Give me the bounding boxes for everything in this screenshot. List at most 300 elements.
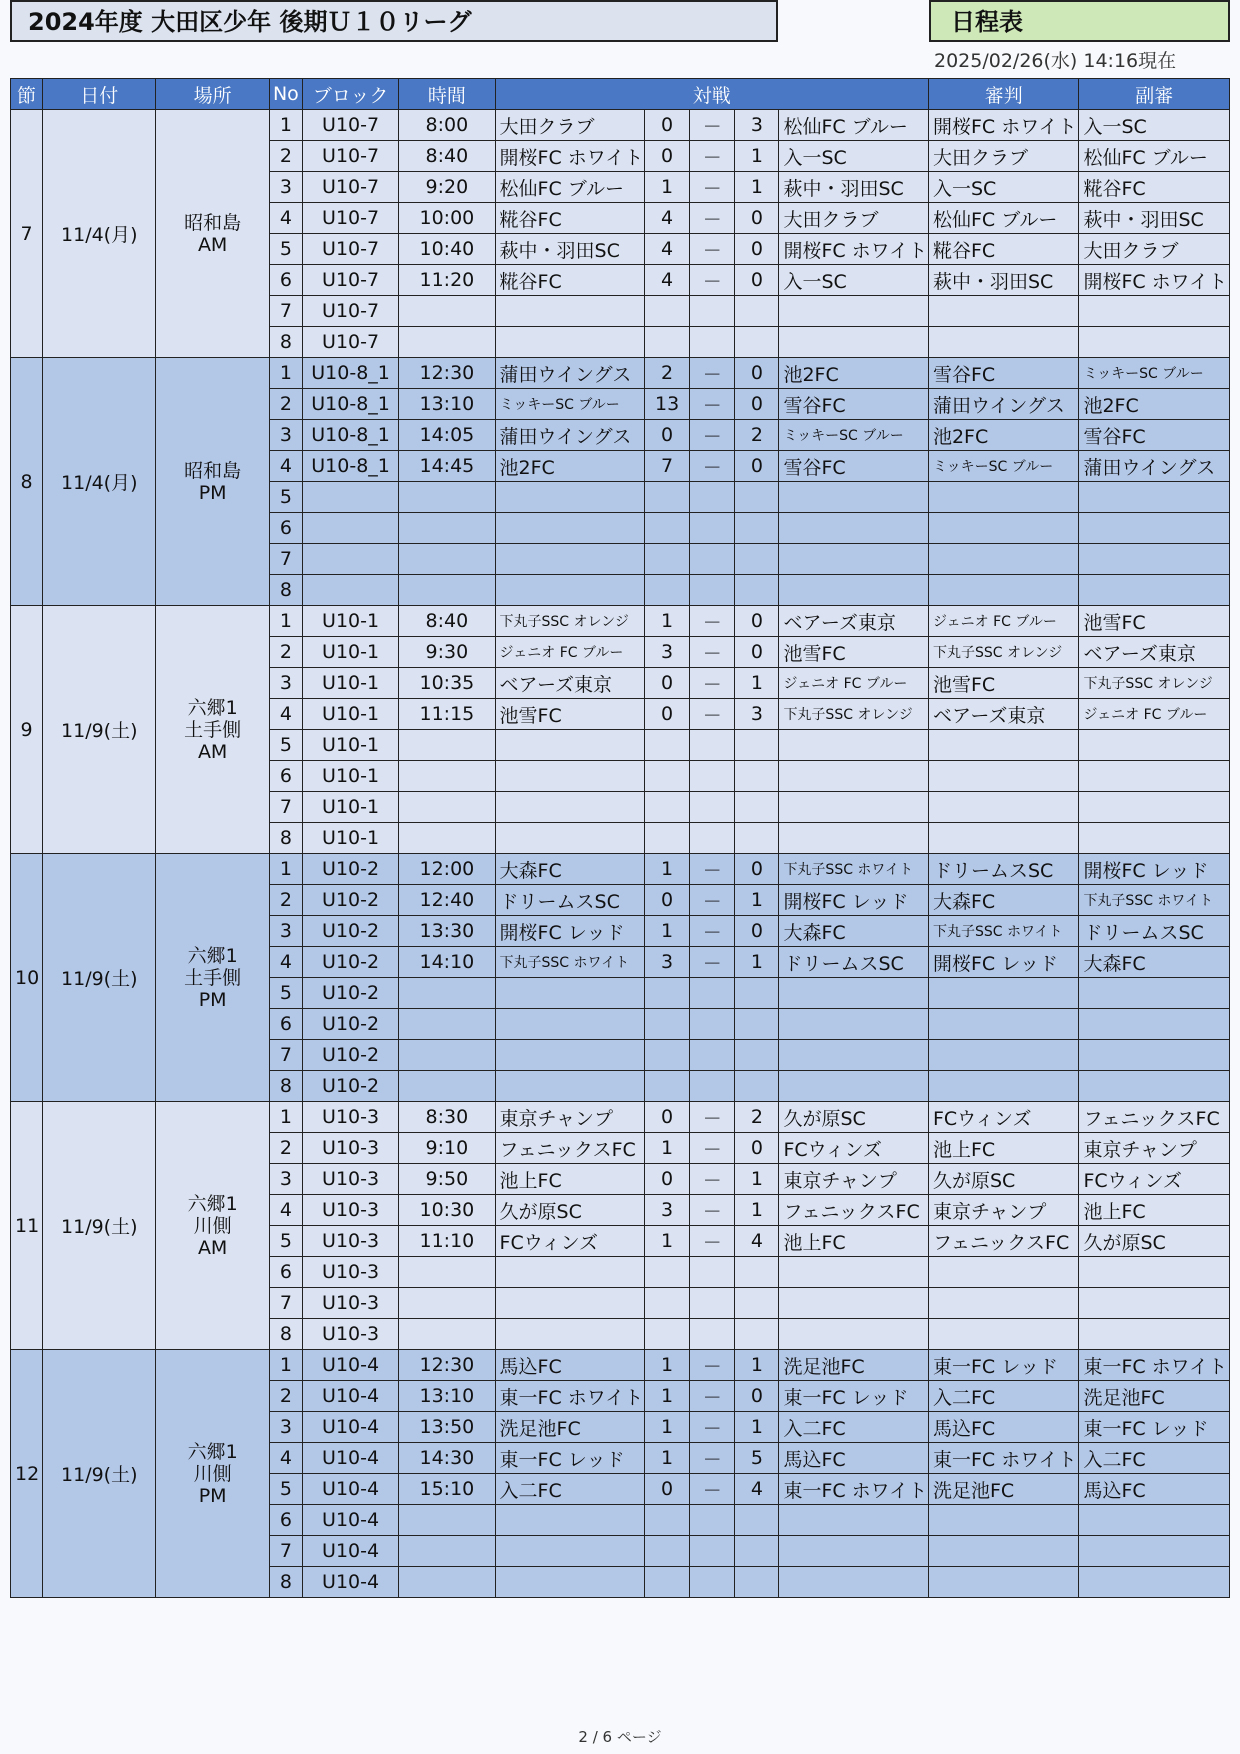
table-row (11, 1350, 1230, 1381)
away-score-cell: 0 (735, 265, 779, 296)
away-team-cell: 久が原SC (779, 1102, 929, 1133)
block-cell (302, 575, 398, 606)
home-score-cell: 1 (645, 1350, 690, 1381)
score-separator-cell (690, 823, 735, 854)
time-cell: 14:10 (399, 947, 495, 978)
block-cell: U10-2 (302, 916, 398, 947)
away-score-cell: 0 (735, 234, 779, 265)
assistant-referee-cell (1079, 544, 1230, 575)
score-separator-cell (690, 1257, 735, 1288)
score-separator-cell (690, 1040, 735, 1071)
match-no-cell: 3 (269, 668, 302, 699)
assistant-referee-cell (1079, 1257, 1230, 1288)
match-no-cell: 3 (269, 420, 302, 451)
score-separator-cell: － (690, 234, 735, 265)
score-separator-cell: － (690, 637, 735, 668)
score-separator-cell: － (690, 1226, 735, 1257)
assistant-referee-cell: 雪谷FC (1079, 420, 1230, 451)
col-header-round: 節 (11, 79, 43, 110)
assistant-referee-cell: 開桜FC ホワイト (1079, 265, 1230, 296)
referee-cell: 池2FC (928, 420, 1078, 451)
assistant-referee-cell: 東京チャンプ (1079, 1133, 1230, 1164)
score-separator-cell: － (690, 203, 735, 234)
assistant-referee-cell (1079, 575, 1230, 606)
away-team-cell: 入一SC (779, 141, 929, 172)
home-score-cell: 0 (645, 420, 690, 451)
home-score-cell (645, 1257, 690, 1288)
referee-cell (928, 1505, 1078, 1536)
home-team-cell: 池雪FC (495, 699, 644, 730)
referee-cell: ミッキーSC ブルー (928, 451, 1078, 482)
home-score-cell: 0 (645, 110, 690, 141)
home-team-cell: 入二FC (495, 1474, 644, 1505)
venue-line: AM (197, 740, 228, 763)
match-no-cell: 1 (269, 358, 302, 389)
block-cell: U10-8_1 (302, 420, 398, 451)
time-cell: 14:30 (399, 1443, 495, 1474)
away-team-cell (779, 1288, 929, 1319)
score-separator-cell: － (690, 389, 735, 420)
block-cell (302, 482, 398, 513)
score-separator-cell: － (690, 141, 735, 172)
block-cell: U10-4 (302, 1505, 398, 1536)
home-team-cell: FCウィンズ (495, 1226, 644, 1257)
away-team-cell (779, 730, 929, 761)
block-cell: U10-2 (302, 1040, 398, 1071)
home-team-cell (495, 1040, 644, 1071)
away-team-cell (779, 792, 929, 823)
home-team-cell: 馬込FC (495, 1350, 644, 1381)
block-cell: U10-7 (302, 203, 398, 234)
round-cell: 10 (11, 854, 43, 1102)
venue-line: 川側 (193, 1462, 232, 1485)
match-no-cell: 2 (269, 1381, 302, 1412)
assistant-referee-cell (1079, 296, 1230, 327)
score-separator-cell: － (690, 451, 735, 482)
block-cell: U10-8_1 (302, 389, 398, 420)
away-team-cell (779, 1071, 929, 1102)
home-team-cell: 糀谷FC (495, 265, 644, 296)
match-no-cell: 4 (269, 947, 302, 978)
home-team-cell: ミッキーSC ブルー (495, 389, 644, 420)
time-cell: 8:00 (399, 110, 495, 141)
away-team-cell: 東一FC レッド (779, 1381, 929, 1412)
home-score-cell: 3 (645, 637, 690, 668)
assistant-referee-cell (1079, 1319, 1230, 1350)
home-score-cell: 1 (645, 1443, 690, 1474)
home-team-cell (495, 823, 644, 854)
score-separator-cell (690, 296, 735, 327)
referee-cell: 池雪FC (928, 668, 1078, 699)
time-cell (399, 978, 495, 1009)
match-no-cell: 5 (269, 730, 302, 761)
away-score-cell (735, 296, 779, 327)
score-separator-cell (690, 761, 735, 792)
time-cell: 10:00 (399, 203, 495, 234)
away-score-cell (735, 823, 779, 854)
assistant-referee-cell (1079, 978, 1230, 1009)
score-separator-cell (690, 1567, 735, 1598)
time-cell: 11:20 (399, 265, 495, 296)
referee-cell: 洗足池FC (928, 1474, 1078, 1505)
home-team-cell: 開桜FC レッド (495, 916, 644, 947)
away-score-cell (735, 575, 779, 606)
referee-cell (928, 761, 1078, 792)
match-no-cell: 4 (269, 451, 302, 482)
match-no-cell: 4 (269, 699, 302, 730)
assistant-referee-cell: 入一SC (1079, 110, 1230, 141)
away-team-cell: 洗足池FC (779, 1350, 929, 1381)
away-team-cell: 下丸子SSC オレンジ (779, 699, 929, 730)
home-team-cell: 糀谷FC (495, 203, 644, 234)
match-no-cell: 5 (269, 1474, 302, 1505)
away-team-cell (779, 544, 929, 575)
home-score-cell: 1 (645, 1412, 690, 1443)
match-no-cell: 2 (269, 1133, 302, 1164)
home-team-cell: 蒲田ウイングス (495, 358, 644, 389)
home-team-cell (495, 296, 644, 327)
assistant-referee-cell: ドリームスSC (1079, 916, 1230, 947)
time-cell (399, 1505, 495, 1536)
time-cell (399, 575, 495, 606)
referee-cell (928, 482, 1078, 513)
home-team-cell: 下丸子SSC オレンジ (495, 606, 644, 637)
referee-cell (928, 730, 1078, 761)
away-score-cell: 1 (735, 1412, 779, 1443)
home-score-cell (645, 1567, 690, 1598)
away-score-cell (735, 327, 779, 358)
venue-line: 土手側 (184, 966, 242, 989)
away-score-cell (735, 1288, 779, 1319)
home-score-cell (645, 761, 690, 792)
away-score-cell: 0 (735, 637, 779, 668)
block-cell: U10-8_1 (302, 451, 398, 482)
referee-cell (928, 792, 1078, 823)
home-team-cell (495, 792, 644, 823)
referee-cell (928, 1071, 1078, 1102)
score-separator-cell: － (690, 1443, 735, 1474)
home-team-cell: 下丸子SSC ホワイト (495, 947, 644, 978)
assistant-referee-cell: ミッキーSC ブルー (1079, 358, 1230, 389)
referee-cell (928, 978, 1078, 1009)
referee-cell: 糀谷FC (928, 234, 1078, 265)
time-cell: 9:10 (399, 1133, 495, 1164)
score-separator-cell (690, 1319, 735, 1350)
match-no-cell: 8 (269, 1071, 302, 1102)
match-no-cell: 6 (269, 1505, 302, 1536)
assistant-referee-cell (1079, 1009, 1230, 1040)
home-score-cell: 0 (645, 1102, 690, 1133)
time-cell: 8:30 (399, 1102, 495, 1133)
assistant-referee-cell (1079, 761, 1230, 792)
time-cell: 11:10 (399, 1226, 495, 1257)
away-team-cell: 下丸子SSC ホワイト (779, 854, 929, 885)
block-cell: U10-1 (302, 792, 398, 823)
away-team-cell (779, 1567, 929, 1598)
away-score-cell (735, 1040, 779, 1071)
time-cell: 9:50 (399, 1164, 495, 1195)
away-team-cell (779, 482, 929, 513)
table-row (11, 854, 1230, 885)
home-score-cell (645, 575, 690, 606)
home-team-cell (495, 730, 644, 761)
match-no-cell: 6 (269, 265, 302, 296)
home-score-cell (645, 730, 690, 761)
referee-cell (928, 1257, 1078, 1288)
time-cell (399, 792, 495, 823)
col-header-assistant: 副審 (1079, 79, 1230, 110)
away-score-cell: 0 (735, 389, 779, 420)
venue-cell (156, 358, 269, 606)
home-team-cell: 蒲田ウイングス (495, 420, 644, 451)
home-score-cell: 0 (645, 1474, 690, 1505)
away-team-cell: 開桜FC レッド (779, 885, 929, 916)
date-cell: 11/9(土) (43, 606, 156, 854)
venue-cell (156, 110, 269, 358)
time-cell (399, 1257, 495, 1288)
score-separator-cell (690, 1288, 735, 1319)
away-team-cell (779, 1505, 929, 1536)
block-cell: U10-3 (302, 1319, 398, 1350)
block-cell: U10-2 (302, 885, 398, 916)
away-team-cell: 池2FC (779, 358, 929, 389)
away-team-cell: 大田クラブ (779, 203, 929, 234)
time-cell (399, 823, 495, 854)
away-team-cell: ベアーズ東京 (779, 606, 929, 637)
assistant-referee-cell: 大田クラブ (1079, 234, 1230, 265)
match-no-cell: 6 (269, 761, 302, 792)
score-separator-cell (690, 575, 735, 606)
score-separator-cell (690, 730, 735, 761)
block-cell: U10-8_1 (302, 358, 398, 389)
referee-cell (928, 544, 1078, 575)
time-cell (399, 1040, 495, 1071)
home-team-cell: ベアーズ東京 (495, 668, 644, 699)
away-team-cell: 開桜FC ホワイト (779, 234, 929, 265)
match-no-cell: 2 (269, 141, 302, 172)
away-score-cell (735, 482, 779, 513)
home-score-cell: 2 (645, 358, 690, 389)
away-team-cell: 萩中・羽田SC (779, 172, 929, 203)
score-separator-cell: － (690, 1195, 735, 1226)
time-cell: 13:10 (399, 389, 495, 420)
home-score-cell: 1 (645, 916, 690, 947)
col-header-block: ブロック (302, 79, 398, 110)
match-no-cell: 3 (269, 172, 302, 203)
match-no-cell: 7 (269, 1536, 302, 1567)
time-cell: 14:45 (399, 451, 495, 482)
away-score-cell: 4 (735, 1474, 779, 1505)
score-separator-cell: － (690, 358, 735, 389)
match-no-cell: 5 (269, 978, 302, 1009)
away-team-cell (779, 823, 929, 854)
assistant-referee-cell (1079, 513, 1230, 544)
block-cell: U10-4 (302, 1350, 398, 1381)
referee-cell (928, 1567, 1078, 1598)
time-cell (399, 513, 495, 544)
away-team-cell (779, 296, 929, 327)
table-row (11, 606, 1230, 637)
away-team-cell: 池上FC (779, 1226, 929, 1257)
block-cell: U10-4 (302, 1412, 398, 1443)
col-header-venue: 場所 (156, 79, 269, 110)
home-score-cell: 1 (645, 854, 690, 885)
away-team-cell (779, 575, 929, 606)
assistant-referee-cell: 糀谷FC (1079, 172, 1230, 203)
home-team-cell (495, 575, 644, 606)
home-score-cell (645, 1040, 690, 1071)
score-separator-cell: － (690, 916, 735, 947)
score-separator-cell (690, 482, 735, 513)
time-cell: 13:50 (399, 1412, 495, 1443)
block-cell: U10-1 (302, 637, 398, 668)
match-no-cell: 1 (269, 1102, 302, 1133)
home-score-cell (645, 482, 690, 513)
time-cell: 13:30 (399, 916, 495, 947)
home-team-cell (495, 1071, 644, 1102)
match-no-cell: 2 (269, 389, 302, 420)
home-score-cell: 13 (645, 389, 690, 420)
time-cell (399, 730, 495, 761)
match-no-cell: 5 (269, 482, 302, 513)
score-separator-cell: － (690, 668, 735, 699)
match-no-cell: 5 (269, 1226, 302, 1257)
venue-line: PM (198, 1484, 227, 1507)
away-score-cell: 1 (735, 141, 779, 172)
home-team-cell: 洗足池FC (495, 1412, 644, 1443)
score-separator-cell: － (690, 420, 735, 451)
away-team-cell: ミッキーSC ブルー (779, 420, 929, 451)
block-cell: U10-7 (302, 265, 398, 296)
block-cell: U10-2 (302, 947, 398, 978)
round-cell: 9 (11, 606, 43, 854)
match-no-cell: 7 (269, 1288, 302, 1319)
home-score-cell: 0 (645, 699, 690, 730)
home-team-cell (495, 482, 644, 513)
score-separator-cell: － (690, 1102, 735, 1133)
home-team-cell (495, 327, 644, 358)
time-cell: 9:30 (399, 637, 495, 668)
away-score-cell: 1 (735, 1164, 779, 1195)
block-cell: U10-2 (302, 854, 398, 885)
home-team-cell: 萩中・羽田SC (495, 234, 644, 265)
venue-cell (156, 1102, 269, 1350)
block-cell: U10-1 (302, 668, 398, 699)
block-cell: U10-1 (302, 606, 398, 637)
match-no-cell: 4 (269, 1443, 302, 1474)
away-team-cell (779, 1319, 929, 1350)
match-no-cell: 6 (269, 1009, 302, 1040)
home-team-cell (495, 1567, 644, 1598)
referee-cell: ベアーズ東京 (928, 699, 1078, 730)
home-score-cell (645, 1071, 690, 1102)
home-score-cell: 4 (645, 234, 690, 265)
home-score-cell (645, 1505, 690, 1536)
away-score-cell: 4 (735, 1226, 779, 1257)
home-score-cell: 0 (645, 1164, 690, 1195)
venue-line: 六郷1 (187, 1192, 238, 1215)
referee-cell: ジェニオ FC ブルー (928, 606, 1078, 637)
block-cell: U10-1 (302, 730, 398, 761)
table-row (11, 110, 1230, 141)
time-cell (399, 296, 495, 327)
block-cell: U10-4 (302, 1381, 398, 1412)
time-cell: 15:10 (399, 1474, 495, 1505)
away-score-cell: 2 (735, 420, 779, 451)
venue-line: 川側 (193, 1214, 232, 1237)
round-cell: 11 (11, 1102, 43, 1350)
score-separator-cell (690, 1536, 735, 1567)
away-score-cell: 0 (735, 606, 779, 637)
match-no-cell: 3 (269, 1164, 302, 1195)
match-no-cell: 2 (269, 885, 302, 916)
block-cell: U10-7 (302, 327, 398, 358)
referee-cell: 萩中・羽田SC (928, 265, 1078, 296)
block-cell: U10-4 (302, 1536, 398, 1567)
referee-cell: 東一FC レッド (928, 1350, 1078, 1381)
block-cell: U10-2 (302, 1009, 398, 1040)
home-score-cell: 1 (645, 1133, 690, 1164)
home-team-cell: ドリームスSC (495, 885, 644, 916)
home-score-cell: 1 (645, 606, 690, 637)
match-no-cell: 2 (269, 637, 302, 668)
assistant-referee-cell: 池雪FC (1079, 606, 1230, 637)
referee-cell (928, 575, 1078, 606)
home-team-cell: ジェニオ FC ブルー (495, 637, 644, 668)
home-team-cell: 松仙FC ブルー (495, 172, 644, 203)
home-score-cell (645, 327, 690, 358)
block-cell: U10-4 (302, 1443, 398, 1474)
away-score-cell (735, 1009, 779, 1040)
score-separator-cell (690, 1071, 735, 1102)
home-team-cell (495, 1009, 644, 1040)
away-score-cell (735, 1536, 779, 1567)
away-team-cell (779, 761, 929, 792)
time-cell: 8:40 (399, 606, 495, 637)
table-row (11, 1102, 1230, 1133)
score-separator-cell: － (690, 265, 735, 296)
assistant-referee-cell: 入二FC (1079, 1443, 1230, 1474)
home-team-cell (495, 1536, 644, 1567)
away-score-cell: 1 (735, 1350, 779, 1381)
time-cell: 8:40 (399, 141, 495, 172)
time-cell (399, 1071, 495, 1102)
col-header-date: 日付 (43, 79, 156, 110)
schedule-body (11, 110, 1230, 1598)
assistant-referee-cell (1079, 823, 1230, 854)
referee-cell (928, 1319, 1078, 1350)
home-team-cell (495, 761, 644, 792)
venue-line: PM (198, 481, 227, 504)
assistant-referee-cell: 馬込FC (1079, 1474, 1230, 1505)
score-separator-cell (690, 327, 735, 358)
venue-line: 六郷1 (187, 696, 238, 719)
match-no-cell: 1 (269, 854, 302, 885)
score-separator-cell (690, 792, 735, 823)
match-no-cell: 8 (269, 575, 302, 606)
time-cell (399, 1009, 495, 1040)
match-no-cell: 5 (269, 234, 302, 265)
assistant-referee-cell: ジェニオ FC ブルー (1079, 699, 1230, 730)
home-team-cell (495, 1288, 644, 1319)
referee-cell (928, 1288, 1078, 1319)
referee-cell: ドリームスSC (928, 854, 1078, 885)
away-team-cell: ドリームスSC (779, 947, 929, 978)
table-header-row (11, 79, 1230, 110)
away-score-cell: 1 (735, 947, 779, 978)
away-score-cell (735, 544, 779, 575)
table-row (11, 358, 1230, 389)
